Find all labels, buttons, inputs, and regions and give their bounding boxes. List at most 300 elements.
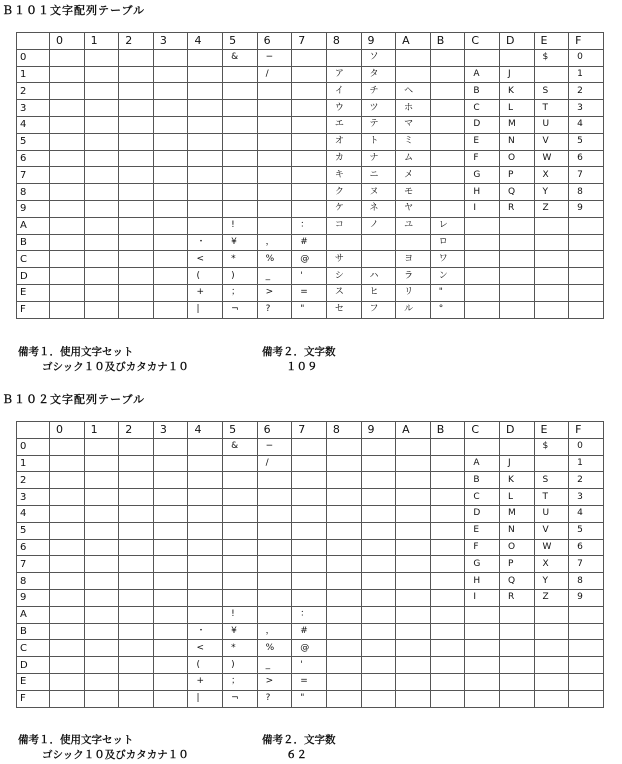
column-header: F bbox=[569, 33, 604, 50]
char-cell: セ bbox=[326, 301, 361, 318]
table-row bbox=[17, 455, 604, 472]
char-cell: + bbox=[188, 284, 223, 301]
char-cell: ' bbox=[292, 657, 327, 674]
char-cell bbox=[223, 133, 258, 150]
char-cell bbox=[534, 623, 569, 640]
char-cell bbox=[396, 489, 431, 506]
char-cell: ロ bbox=[430, 234, 465, 251]
table-row bbox=[17, 573, 604, 590]
char-cell bbox=[430, 133, 465, 150]
char-cell: ' bbox=[292, 268, 327, 285]
char-cell: I bbox=[465, 589, 500, 606]
char-cell: 6 bbox=[569, 539, 604, 556]
char-cell: ( bbox=[188, 657, 223, 674]
char-cell bbox=[292, 116, 327, 133]
column-header: 0 bbox=[50, 33, 85, 50]
char-cell bbox=[188, 100, 223, 117]
char-cell bbox=[188, 49, 223, 66]
char-cell bbox=[499, 606, 534, 623]
char-cell bbox=[257, 200, 292, 217]
char-cell bbox=[292, 184, 327, 201]
table-row bbox=[17, 49, 604, 66]
column-header: 8 bbox=[326, 422, 361, 439]
row-header: 8 bbox=[17, 573, 50, 590]
char-cell: Q bbox=[499, 184, 534, 201]
note1-value: ゴシック１０及びカタカナ１０ bbox=[42, 749, 189, 761]
char-cell bbox=[84, 522, 119, 539]
column-header: F bbox=[569, 422, 604, 439]
char-cell: $ bbox=[534, 49, 569, 66]
char-cell bbox=[534, 606, 569, 623]
char-cell: フ bbox=[361, 301, 396, 318]
char-cell bbox=[430, 623, 465, 640]
char-cell bbox=[534, 217, 569, 234]
char-cell bbox=[223, 489, 258, 506]
char-cell bbox=[396, 49, 431, 66]
char-cell: ハ bbox=[361, 268, 396, 285]
char-cell: オ bbox=[326, 133, 361, 150]
char-cell: C bbox=[465, 489, 500, 506]
char-array-table bbox=[16, 421, 604, 708]
column-header: 1 bbox=[84, 33, 119, 50]
char-cell bbox=[188, 522, 223, 539]
char-cell bbox=[84, 623, 119, 640]
char-cell bbox=[569, 623, 604, 640]
char-cell bbox=[292, 167, 327, 184]
row-header: F bbox=[17, 690, 50, 707]
column-header: 6 bbox=[257, 33, 292, 50]
row-header: 2 bbox=[17, 472, 50, 489]
char-cell: & bbox=[223, 49, 258, 66]
char-cell: ヌ bbox=[361, 184, 396, 201]
note2-label: 備考２．文字数 bbox=[262, 734, 336, 746]
char-cell bbox=[153, 284, 188, 301]
char-cell: | bbox=[188, 690, 223, 707]
char-cell bbox=[430, 167, 465, 184]
char-cell: I bbox=[465, 200, 500, 217]
char-cell bbox=[396, 66, 431, 83]
char-cell bbox=[153, 184, 188, 201]
char-cell bbox=[430, 589, 465, 606]
corner-cell bbox=[17, 33, 50, 50]
char-cell bbox=[84, 116, 119, 133]
table-row bbox=[17, 251, 604, 268]
char-cell bbox=[430, 49, 465, 66]
char-cell: > bbox=[257, 284, 292, 301]
column-header: E bbox=[534, 422, 569, 439]
char-cell bbox=[50, 268, 85, 285]
char-cell bbox=[84, 690, 119, 707]
char-cell bbox=[499, 251, 534, 268]
char-cell bbox=[84, 489, 119, 506]
char-cell: & bbox=[223, 438, 258, 455]
char-cell bbox=[50, 673, 85, 690]
row-header: 9 bbox=[17, 200, 50, 217]
char-cell bbox=[188, 200, 223, 217]
char-cell bbox=[119, 184, 154, 201]
char-cell bbox=[534, 640, 569, 657]
char-cell bbox=[465, 690, 500, 707]
char-cell: ミ bbox=[396, 133, 431, 150]
column-header: 8 bbox=[326, 33, 361, 50]
char-cell bbox=[188, 539, 223, 556]
row-header: C bbox=[17, 251, 50, 268]
char-cell: ； bbox=[223, 284, 258, 301]
char-cell: / bbox=[257, 66, 292, 83]
char-cell bbox=[326, 589, 361, 606]
char-cell bbox=[119, 438, 154, 455]
char-cell bbox=[119, 251, 154, 268]
char-cell: T bbox=[534, 489, 569, 506]
note1-label: 備考１．使用文字セット bbox=[18, 346, 134, 358]
char-cell bbox=[326, 573, 361, 590]
char-cell bbox=[430, 673, 465, 690]
char-cell bbox=[50, 623, 85, 640]
char-cell bbox=[223, 455, 258, 472]
char-cell bbox=[257, 217, 292, 234]
char-cell: ? bbox=[257, 301, 292, 318]
char-cell bbox=[292, 150, 327, 167]
note2-value: １０９ bbox=[286, 361, 318, 373]
char-cell bbox=[396, 522, 431, 539]
char-cell bbox=[119, 133, 154, 150]
char-cell: ・ bbox=[188, 623, 223, 640]
char-cell bbox=[499, 234, 534, 251]
char-cell bbox=[153, 556, 188, 573]
char-cell bbox=[430, 472, 465, 489]
char-cell: " bbox=[292, 690, 327, 707]
char-cell bbox=[569, 234, 604, 251]
char-cell bbox=[326, 673, 361, 690]
note2-label: 備考２．文字数 bbox=[262, 346, 336, 358]
char-cell bbox=[119, 522, 154, 539]
char-cell: エ bbox=[326, 116, 361, 133]
char-cell bbox=[223, 505, 258, 522]
char-cell bbox=[292, 83, 327, 100]
row-header: 3 bbox=[17, 100, 50, 117]
char-cell bbox=[326, 505, 361, 522]
note1-label: 備考１．使用文字セット bbox=[18, 734, 134, 746]
char-cell: ： bbox=[292, 606, 327, 623]
char-cell bbox=[465, 49, 500, 66]
char-cell bbox=[534, 673, 569, 690]
char-cell bbox=[50, 251, 85, 268]
char-cell bbox=[119, 49, 154, 66]
char-cell: ヒ bbox=[361, 284, 396, 301]
char-cell: C bbox=[465, 100, 500, 117]
char-cell: _ bbox=[257, 268, 292, 285]
column-header: 7 bbox=[292, 33, 327, 50]
char-cell bbox=[188, 167, 223, 184]
char-cell bbox=[257, 489, 292, 506]
char-cell bbox=[84, 505, 119, 522]
char-cell bbox=[569, 673, 604, 690]
table-row bbox=[17, 522, 604, 539]
char-cell bbox=[119, 472, 154, 489]
char-cell bbox=[153, 623, 188, 640]
char-cell bbox=[50, 83, 85, 100]
row-header: F bbox=[17, 301, 50, 318]
char-cell bbox=[430, 83, 465, 100]
char-cell bbox=[499, 657, 534, 674]
column-header: 9 bbox=[361, 422, 396, 439]
char-array-table bbox=[16, 32, 604, 319]
char-cell bbox=[465, 217, 500, 234]
char-cell bbox=[326, 606, 361, 623]
char-cell bbox=[257, 167, 292, 184]
char-cell bbox=[430, 505, 465, 522]
char-cell bbox=[396, 556, 431, 573]
char-cell: = bbox=[292, 673, 327, 690]
table-row bbox=[17, 100, 604, 117]
char-cell bbox=[84, 301, 119, 318]
char-cell bbox=[84, 455, 119, 472]
char-cell bbox=[119, 268, 154, 285]
char-cell: リ bbox=[396, 284, 431, 301]
column-header: C bbox=[465, 33, 500, 50]
char-cell bbox=[569, 657, 604, 674]
char-cell bbox=[223, 556, 258, 573]
char-cell bbox=[50, 100, 85, 117]
char-cell bbox=[569, 690, 604, 707]
char-cell: ) bbox=[223, 268, 258, 285]
char-cell bbox=[188, 505, 223, 522]
char-cell bbox=[119, 234, 154, 251]
char-cell bbox=[326, 539, 361, 556]
char-cell bbox=[119, 606, 154, 623]
char-cell: ニ bbox=[361, 167, 396, 184]
char-cell bbox=[119, 539, 154, 556]
char-cell bbox=[153, 505, 188, 522]
char-cell bbox=[50, 150, 85, 167]
char-cell bbox=[326, 556, 361, 573]
section-title: Ｂ１０２文字配列テーブル bbox=[2, 393, 146, 406]
char-cell: 9 bbox=[569, 589, 604, 606]
char-cell bbox=[84, 167, 119, 184]
char-cell bbox=[361, 640, 396, 657]
column-header: 4 bbox=[188, 33, 223, 50]
char-cell bbox=[257, 589, 292, 606]
char-cell bbox=[569, 268, 604, 285]
char-cell: ム bbox=[396, 150, 431, 167]
char-cell bbox=[430, 66, 465, 83]
char-cell bbox=[50, 640, 85, 657]
char-cell bbox=[396, 438, 431, 455]
char-cell: 0 bbox=[569, 49, 604, 66]
char-cell: ¥ bbox=[223, 234, 258, 251]
char-cell: S bbox=[534, 472, 569, 489]
char-cell bbox=[119, 690, 154, 707]
char-cell bbox=[326, 438, 361, 455]
char-cell bbox=[292, 66, 327, 83]
char-cell bbox=[292, 489, 327, 506]
row-header: B bbox=[17, 234, 50, 251]
char-cell bbox=[50, 589, 85, 606]
char-cell bbox=[361, 573, 396, 590]
char-cell: ノ bbox=[361, 217, 396, 234]
char-cell bbox=[361, 556, 396, 573]
char-cell bbox=[361, 657, 396, 674]
char-cell bbox=[84, 556, 119, 573]
char-cell bbox=[119, 657, 154, 674]
char-cell: − bbox=[257, 49, 292, 66]
char-cell: O bbox=[499, 150, 534, 167]
char-cell: ナ bbox=[361, 150, 396, 167]
corner-cell bbox=[17, 422, 50, 439]
char-cell bbox=[396, 472, 431, 489]
char-cell bbox=[534, 301, 569, 318]
char-cell: # bbox=[292, 623, 327, 640]
char-cell bbox=[84, 217, 119, 234]
column-header: E bbox=[534, 33, 569, 50]
char-cell bbox=[534, 268, 569, 285]
row-header: 5 bbox=[17, 522, 50, 539]
char-cell bbox=[499, 284, 534, 301]
char-cell bbox=[153, 522, 188, 539]
char-cell bbox=[465, 640, 500, 657]
char-cell: S bbox=[534, 83, 569, 100]
char-cell bbox=[396, 606, 431, 623]
char-cell bbox=[119, 589, 154, 606]
column-header: 7 bbox=[292, 422, 327, 439]
char-cell bbox=[84, 472, 119, 489]
char-cell: ： bbox=[292, 217, 327, 234]
char-cell bbox=[223, 66, 258, 83]
char-cell: L bbox=[499, 100, 534, 117]
char-cell bbox=[50, 438, 85, 455]
char-cell bbox=[84, 83, 119, 100]
char-cell: B bbox=[465, 83, 500, 100]
char-cell bbox=[465, 623, 500, 640]
char-cell: / bbox=[257, 455, 292, 472]
char-cell bbox=[534, 234, 569, 251]
char-cell bbox=[292, 472, 327, 489]
char-cell: H bbox=[465, 573, 500, 590]
table-row bbox=[17, 673, 604, 690]
char-cell: K bbox=[499, 83, 534, 100]
table-row bbox=[17, 150, 604, 167]
table-row bbox=[17, 268, 604, 285]
char-cell: X bbox=[534, 556, 569, 573]
char-cell bbox=[50, 657, 85, 674]
char-cell bbox=[292, 100, 327, 117]
char-cell: ス bbox=[326, 284, 361, 301]
char-cell bbox=[257, 505, 292, 522]
char-cell: 7 bbox=[569, 167, 604, 184]
char-cell bbox=[430, 489, 465, 506]
char-cell bbox=[153, 66, 188, 83]
char-cell: J bbox=[499, 455, 534, 472]
char-cell bbox=[396, 505, 431, 522]
char-cell: ラ bbox=[396, 268, 431, 285]
char-cell: % bbox=[257, 640, 292, 657]
char-cell: テ bbox=[361, 116, 396, 133]
char-cell bbox=[119, 150, 154, 167]
char-cell bbox=[50, 49, 85, 66]
char-cell bbox=[430, 573, 465, 590]
char-cell bbox=[396, 673, 431, 690]
char-cell bbox=[153, 49, 188, 66]
char-cell: ワ bbox=[430, 251, 465, 268]
row-header: 1 bbox=[17, 66, 50, 83]
char-cell bbox=[84, 640, 119, 657]
char-cell: Z bbox=[534, 589, 569, 606]
char-cell: タ bbox=[361, 66, 396, 83]
char-cell bbox=[50, 200, 85, 217]
column-header: 0 bbox=[50, 422, 85, 439]
char-cell bbox=[153, 83, 188, 100]
char-cell bbox=[430, 438, 465, 455]
char-cell: ト bbox=[361, 133, 396, 150]
char-cell bbox=[257, 100, 292, 117]
char-cell bbox=[292, 573, 327, 590]
column-header: B bbox=[430, 33, 465, 50]
table-row bbox=[17, 167, 604, 184]
table-row bbox=[17, 623, 604, 640]
char-cell bbox=[153, 690, 188, 707]
row-header: 4 bbox=[17, 116, 50, 133]
table-row bbox=[17, 66, 604, 83]
char-cell: H bbox=[465, 184, 500, 201]
char-cell bbox=[430, 150, 465, 167]
char-cell: M bbox=[499, 505, 534, 522]
char-cell bbox=[361, 505, 396, 522]
char-cell bbox=[153, 489, 188, 506]
table-row bbox=[17, 200, 604, 217]
char-cell bbox=[84, 673, 119, 690]
char-cell bbox=[188, 184, 223, 201]
table-row bbox=[17, 133, 604, 150]
char-cell bbox=[465, 606, 500, 623]
char-cell bbox=[153, 539, 188, 556]
char-cell bbox=[430, 116, 465, 133]
char-cell bbox=[50, 301, 85, 318]
table-row bbox=[17, 505, 604, 522]
char-cell: イ bbox=[326, 83, 361, 100]
char-cell bbox=[499, 217, 534, 234]
char-cell: 4 bbox=[569, 116, 604, 133]
char-cell: B bbox=[465, 472, 500, 489]
char-cell bbox=[84, 589, 119, 606]
table-row bbox=[17, 116, 604, 133]
char-cell bbox=[257, 472, 292, 489]
char-cell: L bbox=[499, 489, 534, 506]
table-row bbox=[17, 301, 604, 318]
row-header: 6 bbox=[17, 539, 50, 556]
char-cell: マ bbox=[396, 116, 431, 133]
table-row bbox=[17, 556, 604, 573]
char-cell bbox=[257, 556, 292, 573]
char-cell bbox=[361, 234, 396, 251]
char-cell bbox=[257, 539, 292, 556]
char-cell bbox=[119, 673, 154, 690]
char-cell: ヘ bbox=[396, 83, 431, 100]
note1-value: ゴシック１０及びカタカナ１０ bbox=[42, 361, 189, 373]
char-cell: G bbox=[465, 167, 500, 184]
char-cell bbox=[50, 66, 85, 83]
char-cell bbox=[188, 438, 223, 455]
char-cell: ， bbox=[257, 623, 292, 640]
char-cell bbox=[292, 200, 327, 217]
char-cell bbox=[430, 200, 465, 217]
row-header: 2 bbox=[17, 83, 50, 100]
char-cell bbox=[292, 589, 327, 606]
char-cell bbox=[223, 522, 258, 539]
char-cell bbox=[361, 623, 396, 640]
table-section-b101 bbox=[0, 2, 622, 382]
char-cell bbox=[223, 83, 258, 100]
row-header: 8 bbox=[17, 184, 50, 201]
